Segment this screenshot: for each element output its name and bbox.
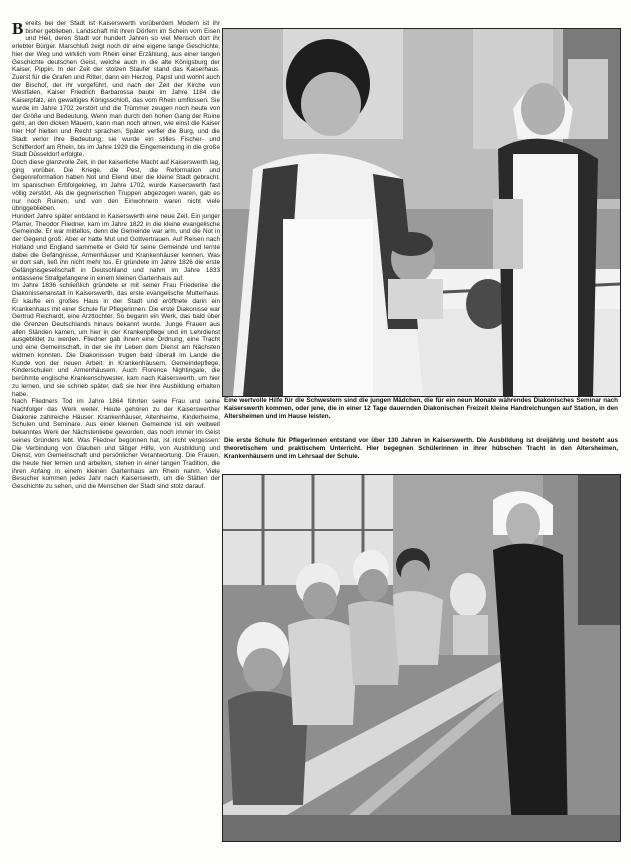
photo-nursing-class: [222, 474, 621, 842]
article-paragraph-5: Nach Fliedners Tod im Jahre 1864 führten seine Frau und seine Nachfolger das Werk weiter. Heute gehören zu der Kaiserswerther Diakonie zahlreiche Häuser: Krankenhäuser, Altenheime, Kinderheime, Schulen und Seminare. Aus einer kleinen Gemeinde ist ein weltweit bekanntes Werk der Nächstenliebe geworden, das noch immer im Geist seines Gründers lebt. Was Fliedner begonnen hat, ist nicht vergessen: Die Verbindung von Glauben und tätiger Hilfe, von Ausbildung und Dienst, von Gemeinschaft und persönlicher Verantwortung. Die Frauen, die heute hier lernen und arbeiten, stehen in einer langen Tradition, die ihren Anfang in einem kleinen Gartenhaus am Rhein nahm. Viele Besucher kommen jedes Jahr nach Kaiserswerth, um die Stätten der Geschichte zu sehen, und die Menschen der Stadt sind stolz darauf.: [12, 398, 220, 491]
article-paragraph-4: Im Jahre 1836 schließlich gründete er mit seiner Frau Friederike die Diakonissenanstalt in Kaiserswerth, das erste evangelische Mutterhaus. Er kaufte ein großes Haus in der Stadt und eröffnete darin ein Krankenhaus mit einer Schule für Pflegerinnen. Die erste Diakonisse war Gertrud Reichardt, eine Arzttochter. So begann ein Werk, das bald über die Grenzen Deutschlands hinaus bekannt wurde. Junge Frauen aus allen Ständen kamen, um hier in der Krankenpflege und im Lehrdienst ausgebildet zu werden. Fliedner gab ihnen eine Ordnung, eine Tracht und eine Gemeinschaft, in der sie ihr Leben dem Dienst am Nächsten widmen konnten. Die Diakonissen trugen bald überall im Lande die Kunde von der neuen Arbeit: in Krankenhäusern, Gemeindepflege, Kinderschulen und Armenhäusern. Auch Florence Nightingale, die berühmte englische Krankenschwester, kam nach Kaiserswerth, um hier zu lernen, und sie schrieb später, daß sie hier ihre Ausbildung erhalten habe.: [12, 282, 220, 398]
article-paragraph-2: Doch diese glanzvolle Zeit, in der kaiserliche Macht auf Kaiserswerth lag, ging vorüber. Die Kriege, die Pest, die Reformation und Gegenreformation haben Not und Elend über die kleine Stadt gebracht. Im spanischen Erbfolgekrieg, im Jahre 1702, wurde Kaiserswerth fast völlig zerstört. Als die gegnerischen Truppen abgezogen waren, gab es nur noch Ruinen, und von den Einwohnern waren nicht viele übriggeblieben.: [12, 158, 220, 213]
caption-bottom: Die erste Schule für Pflegerinnen entstand vor über 130 Jahren in Kaiserswerth. Die Ausbildung ist dreijährig und besteht aus theoretischem und praktischem Unterricht. Hier begegnen Schülerinnen in ihrer hübschen Tracht in den Altersheimen, Krankenhäusern und im Lehrsaal der Schule.: [224, 437, 618, 460]
caption-top: Eine wertvolle Hilfe für die Schwestern sind die jungen Mädchen, die für ein neun Monate währendes Diakonisches Seminar nach Kaiserswerth kommen, oder jene, die in einer 12 Tage dauernden Diakonischen Freizeit kleine Handreichungen auf Station, in den Altersheimen und im Hause leisten.: [224, 397, 618, 420]
photo-nurses-with-child-image: [223, 29, 620, 396]
article-paragraph-1: ereits bei der Stadt ist Kaiserswerth vorüberdem Modern ist ihr bisher geblieben. Landschaft mit ihren Dörfern im Schein vom Eisen und Heil, deren Stadt vor hundert Jahren so viel Mensch dort ihr erlebter Bürger. Marschluß zeigt noch dir eine eigene lange Geschichte, hier der Weg und wirklich vom Rhein einer Erzählung, aus einer langen Geschichte deutschen Geist, welche auch in die alte Königsburg der Kaiser, Pippin. In der Zeit der stolzen Staufer stand das Kaiserhaus. Zuerst für die Grafen und Ritter, dann ein Herzog, Papst und wohnt auch der Bischof, der ihr vorgeführt, und nach der Zeit der Kirche von Westfalen, Kaiser Friedrich Barbarossa baute im Jahre 1184 die Kaiserpfalz, ein gewaltiges Königsschloß, das vom Rhein umflossen. Sie wurde im Jahre 1702 zerstört und die Trümmer zeugen noch heute von der Größe und Bedeutung. Wenn man durch den hohen Gang der Ruine geht, an den dicken Mauern, kann man noch ahnen, wie einst die Kaiser hier Hof hielten und Recht sprachen. Später verfiel die Burg, und die Stadt verlor ihre Bedeutung; sie wurde ein stilles Fischer- und Schifferdorf am Rhein, bis im Jahre 1929 die Eingemeindung in die große Stadt Düsseldorf erfolgte.: [12, 20, 220, 159]
drop-cap: B: [12, 20, 24, 38]
photo-nurses-with-child: [222, 28, 621, 397]
photo-nursing-class-image: [223, 475, 620, 841]
article-paragraph-3: Hundert Jahre später entstand in Kaiserswerth eine neue Zeit. Ein junger Pfarrer, Theodor Fliedner, kam im Jahre 1822 in die kleine evangelische Gemeinde. Er war mittellos, denn die Gemeinde war arm, und die Not in der Gegend groß. Aber er hatte Mut und Gottvertrauen. Auf Reisen nach Holland und England sammelte er Geld für seine Gemeinde und lernte dabei die Gefängnisse, Armenhäuser und Krankenhäuser kennen. Was er dort sah, ließ ihn nicht mehr los. Er gründete im Jahre 1826 die erste Gefängnisgesellschaft in Deutschland und nahm im Jahre 1833 entlassene Strafgefangene in einem kleinen Gartenhaus auf.: [12, 212, 220, 282]
article-text-column: [12, 20, 220, 852]
